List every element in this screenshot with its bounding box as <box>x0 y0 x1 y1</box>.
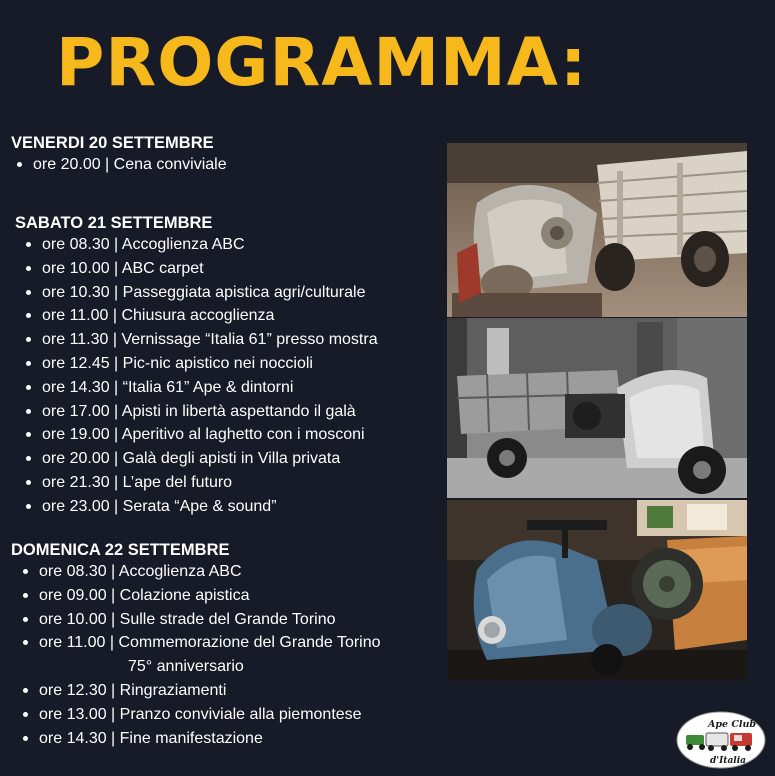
list-item <box>15 400 378 424</box>
item-text: Apisti in libertà aspettando il galà <box>121 402 356 420</box>
item-time: ore 09.00 <box>39 586 107 604</box>
vintage-ape-bw-photo <box>447 318 747 498</box>
item-separator: | <box>106 586 120 604</box>
page-title: PROGRAMMA: <box>56 24 588 101</box>
item-separator: | <box>106 610 120 628</box>
list-item <box>6 153 227 177</box>
list-item <box>15 304 378 328</box>
logo-line1: Ape Club <box>707 719 757 730</box>
item-separator: | <box>108 331 122 349</box>
list-item <box>15 352 378 376</box>
item-text-continued: 75° anniversario <box>128 658 244 676</box>
item-text: Galà degli apisti in Villa privata <box>122 450 341 468</box>
item-text: Pic-nic apistico nei noccioli <box>122 354 313 372</box>
day-friday <box>11 133 227 177</box>
item-time: ore 10.00 <box>42 259 110 277</box>
item-time: ore 23.00 <box>42 497 110 515</box>
list-item <box>15 328 378 352</box>
list-item <box>15 495 378 519</box>
list-item <box>12 608 381 632</box>
item-separator: | <box>109 473 123 491</box>
item-time: ore 12.45 <box>42 354 110 372</box>
item-time: ore 11.00 <box>42 307 109 325</box>
item-separator: | <box>106 681 120 699</box>
item-text: L’ape del futuro <box>122 473 233 491</box>
item-separator: | <box>109 283 123 301</box>
item-time: ore 20.00 <box>42 450 110 468</box>
list-item <box>12 560 381 584</box>
item-text: Passeggiata apistica agri/culturale <box>122 283 366 301</box>
item-separator: | <box>106 729 120 747</box>
item-separator: | <box>106 705 120 723</box>
list-item <box>15 423 378 447</box>
ape-club-logo <box>676 711 766 769</box>
item-text: Commemorazione del Grande Torino <box>118 634 381 652</box>
day-saturday <box>15 213 378 519</box>
blue-ape-museum-photo <box>447 500 747 680</box>
item-text: Vernissage “Italia 61” presso mostra <box>121 331 378 349</box>
item-text: Fine manifestazione <box>119 729 263 747</box>
item-text: Colazione apistica <box>119 586 250 604</box>
item-time: ore 14.30 <box>39 729 107 747</box>
item-time: ore 11.30 <box>42 331 109 349</box>
list-item <box>15 376 378 400</box>
schedule-list <box>15 233 378 519</box>
item-time: ore 17.00 <box>42 402 110 420</box>
item-time: ore 10.30 <box>42 283 110 301</box>
list-item <box>15 257 378 281</box>
item-time: ore 08.30 <box>42 236 110 253</box>
item-separator: | <box>109 497 123 515</box>
item-time: ore 08.30 <box>39 563 107 580</box>
item-time: ore 21.30 <box>42 473 110 491</box>
item-separator: | <box>109 259 122 277</box>
item-separator: | <box>109 402 122 420</box>
schedule-list <box>6 153 227 177</box>
rusty-ape-truck-photo <box>447 143 747 317</box>
list-item <box>12 703 381 727</box>
item-time: ore 14.30 <box>42 378 110 396</box>
item-separator: | <box>106 563 119 580</box>
list-item <box>12 631 381 679</box>
item-time: ore 12.30 <box>39 681 107 699</box>
item-text: Serata “Ape & sound” <box>122 497 277 515</box>
item-time: ore 11.00 <box>39 634 106 652</box>
item-text: Pranzo conviviale alla piemontese <box>119 705 362 723</box>
item-separator: | <box>105 634 119 652</box>
item-text: Accoglienza ABC <box>121 236 245 253</box>
day-sunday <box>11 540 381 750</box>
day-title: DOMENICA 22 SETTEMBRE <box>11 541 230 559</box>
schedule-list <box>12 560 381 750</box>
list-item <box>15 281 378 305</box>
list-item <box>12 679 381 703</box>
item-time: ore 19.00 <box>42 426 110 444</box>
item-time: ore 20.00 <box>33 156 101 173</box>
list-item <box>12 727 381 751</box>
item-text: Sulle strade del Grande Torino <box>119 610 336 628</box>
item-time: ore 13.00 <box>39 705 107 723</box>
item-separator: | <box>109 426 122 444</box>
list-item <box>15 447 378 471</box>
item-separator: | <box>109 450 123 468</box>
item-text: Ringraziamenti <box>119 681 227 699</box>
logo-line2: d'Italia <box>710 756 746 766</box>
item-text: Accoglienza ABC <box>118 563 242 580</box>
item-separator: | <box>109 378 123 396</box>
item-text: ABC carpet <box>121 259 204 277</box>
item-text: Aperitivo al laghetto con i mosconi <box>121 426 365 444</box>
item-separator: | <box>108 307 122 325</box>
list-item <box>12 584 381 608</box>
item-time: ore 10.00 <box>39 610 107 628</box>
item-separator: | <box>100 156 114 173</box>
list-item <box>15 233 378 257</box>
list-item <box>15 471 378 495</box>
item-text: Cena conviviale <box>113 156 227 173</box>
item-text: “Italia 61” Ape & dintorni <box>122 378 294 396</box>
item-separator: | <box>109 354 123 372</box>
day-title: VENERDI 20 SETTEMBRE <box>11 134 214 152</box>
item-text: Chiusura accoglienza <box>121 307 275 325</box>
day-title: SABATO 21 SETTEMBRE <box>15 214 213 232</box>
item-separator: | <box>109 236 122 253</box>
